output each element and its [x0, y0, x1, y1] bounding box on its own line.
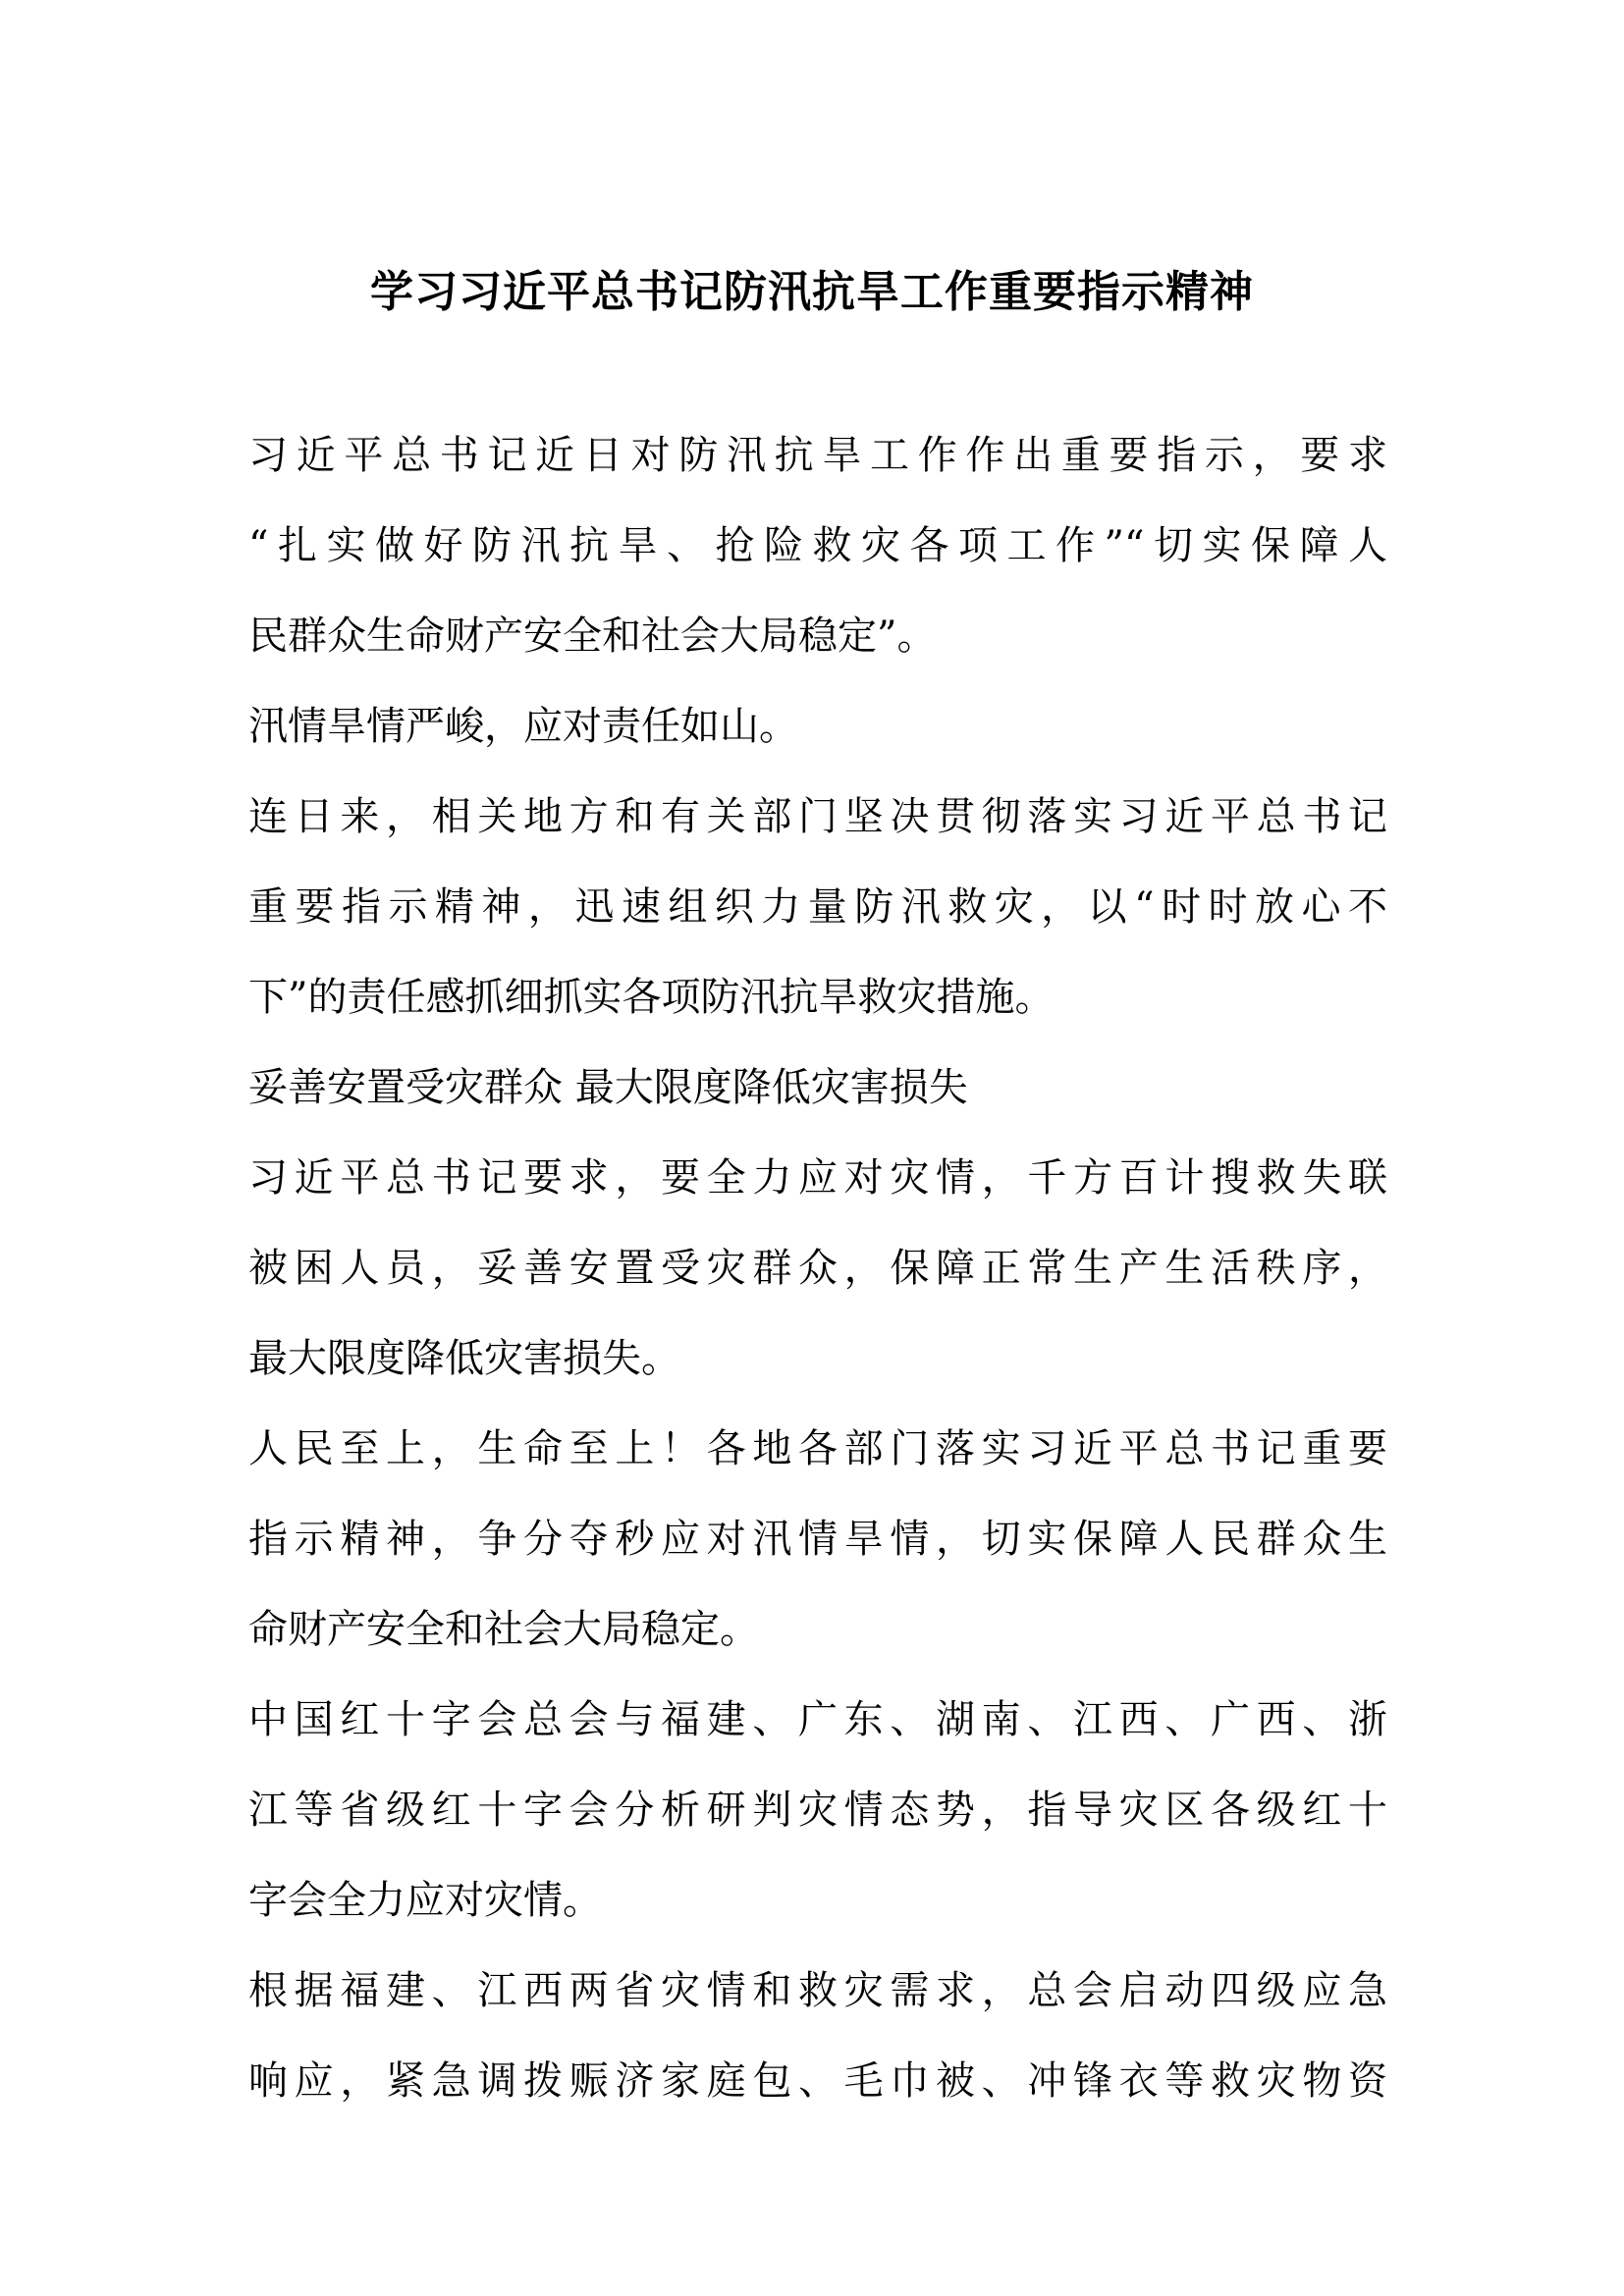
- body-line: “扎实做好防汛抗旱、抢险救灾各项工作”“切实保障人: [248, 523, 1387, 568]
- body-line: 人民至上，生命至上！各地各部门落实习近平总书记重要: [248, 1426, 1387, 1471]
- document-title: 学习习近平总书记防汛抗旱工作重要指示精神: [370, 267, 1254, 317]
- body-line: 中国红十字会总会与福建、广东、湖南、江西、广西、浙: [248, 1697, 1387, 1742]
- body-line: 连日来，相关地方和有关部门坚决贯彻落实习近平总书记: [248, 794, 1387, 839]
- body-line: 重要指示精神，迅速组织力量防汛救灾，以“时时放心不: [248, 884, 1387, 930]
- body-line: 响应，紧急调拨赈济家庭包、毛巾被、冲锋衣等救灾物资: [248, 2058, 1387, 2104]
- body-line: 习近平总书记近日对防汛抗旱工作作出重要指示，要求: [248, 433, 1387, 478]
- body-line: 字会全力应对灾情。: [248, 1878, 602, 1923]
- body-line: 江等省级红十字会分析研判灾情态势，指导灾区各级红十: [248, 1788, 1387, 1833]
- body-line: 民群众生命财产安全和社会大局稳定”。: [248, 614, 937, 659]
- body-line: 指示精神，争分夺秒应对汛情旱情，切实保障人民群众生: [248, 1517, 1387, 1562]
- body-line: 习近平总书记要求，要全力应对灾情，千方百计搜救失联: [248, 1155, 1387, 1201]
- body-line: 命财产安全和社会大局稳定。: [248, 1607, 759, 1652]
- body-line: 最大限度降低灾害损失。: [248, 1336, 680, 1381]
- body-line: 根据福建、江西两省灾情和救灾需求，总会启动四级应急: [248, 1968, 1387, 2013]
- body-line: 妥善安置受灾群众 最大限度降低灾害损失: [248, 1065, 968, 1110]
- body-line: 被困人员，妥善安置受灾群众，保障正常生产生活秩序，: [248, 1246, 1387, 1291]
- body-line: 汛情旱情严峻，应对责任如山。: [248, 704, 798, 749]
- body-line: 下”的责任感抓细抓实各项防汛抗旱救灾措施。: [248, 975, 1055, 1020]
- document-body: [248, 410, 1387, 2126]
